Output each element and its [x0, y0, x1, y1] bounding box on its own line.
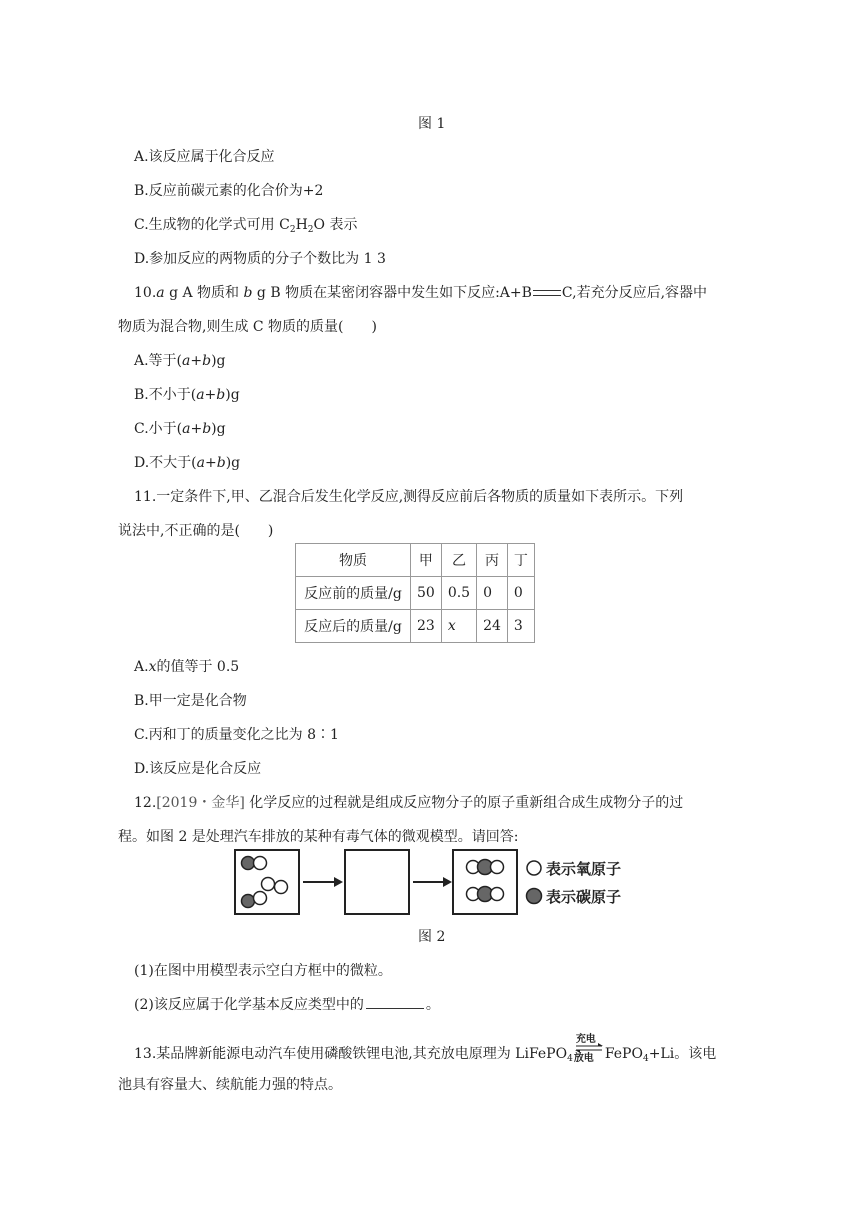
q13-line1-post: +Li。该电: [648, 1046, 717, 1062]
q10-part1: g A 物质和: [164, 285, 244, 301]
oxygen-legend-icon: [525, 859, 543, 877]
oxygen-atom: [254, 857, 267, 870]
table-cell: 3: [507, 610, 534, 643]
table-cell: 0: [507, 577, 534, 610]
q10-option-a: [134, 350, 226, 370]
q10-line2: 物质为混合物,则生成 C 物质的质量( ): [118, 319, 377, 335]
answer-blank: [366, 996, 424, 1009]
q10-option-c-suffix: )g: [211, 421, 226, 437]
carbon-atom: [242, 895, 255, 908]
table-cell: 反应后的质量/g: [296, 610, 411, 643]
q10-var-b: b: [243, 285, 253, 301]
table-cell: 0: [477, 577, 508, 610]
q9-option-c: [134, 214, 357, 235]
q10-option-d-prefix: D.不大于(: [134, 455, 197, 471]
charge-label: 充电: [575, 1034, 596, 1045]
q11-option-c: C.丙和丁的质量变化之比为 8∶1: [134, 727, 339, 743]
q10-line1: [134, 282, 707, 302]
table-header-cell: 乙: [441, 544, 476, 577]
oxygen-atom: [491, 888, 504, 901]
q10-option-b-expr: a+b: [196, 387, 226, 403]
q10-option-b-suffix: )g: [225, 387, 240, 403]
q11-option-b: B.甲一定是化合物: [134, 693, 247, 709]
q11-line1: 11.一定条件下,甲、乙混合后发生化学反应,测得反应前后各物质的质量如下表所示。下列: [134, 489, 684, 505]
q11-line2: 说法中,不正确的是( ): [118, 523, 274, 539]
table-cell: 50: [411, 577, 442, 610]
table-cell: 24: [477, 610, 508, 643]
micro-model-figure: [234, 846, 534, 918]
q10-part2: g B 物质在某密闭容器中发生如下反应:A+B: [252, 285, 532, 301]
q10-number: 10.: [134, 285, 157, 301]
q10-option-d: [134, 452, 240, 472]
mass-table: [295, 543, 535, 643]
q10-option-c-prefix: C.小于(: [134, 421, 183, 437]
table-cell: x: [441, 610, 476, 643]
q13-sub4a: 4: [567, 1054, 573, 1064]
table-cell: 23: [411, 610, 442, 643]
q10-option-c-expr: a+b: [182, 421, 212, 437]
table-row: [296, 610, 535, 643]
q10-option-d-expr: a+b: [196, 455, 226, 471]
q12-number: 12.: [134, 795, 157, 811]
q13-line1-pre: 13.某品牌新能源电动汽车使用磷酸铁锂电池,其充放电原理为 LiFePO: [134, 1046, 568, 1062]
q12-line1: [134, 792, 683, 812]
table-header-cell: 甲: [411, 544, 442, 577]
arrow-head: [334, 877, 343, 887]
arrow-head: [443, 877, 452, 887]
blank-box: [345, 850, 409, 914]
q10-var-a: a: [156, 285, 165, 301]
q9-option-c-sub1: 2: [289, 225, 296, 235]
q10-option-a-suffix: )g: [211, 353, 226, 369]
q12-sub1: (1)在图中用模型表示空白方框中的微粒。: [134, 963, 392, 979]
legend-oxygen-label: 表示氧原子: [546, 860, 622, 878]
reversible-reaction-sign: [573, 1034, 604, 1064]
q12-sub2: [134, 994, 440, 1014]
reaction-equals-sign: [533, 290, 561, 296]
q11-option-a: [134, 656, 239, 676]
table-cell: 0.5: [441, 577, 476, 610]
q9-option-a: A.该反应属于化合反应: [134, 149, 275, 165]
fig2-caption: 图 2: [418, 929, 446, 945]
legend-carbon-label: 表示碳原子: [546, 888, 622, 906]
q11-option-a-prefix: A.: [134, 659, 149, 675]
carbon-atom: [242, 857, 255, 870]
oxygen-atom: [262, 878, 275, 891]
oxygen-atom: [275, 881, 288, 894]
table-header-cell: 丙: [477, 544, 508, 577]
table-cell: 反应前的质量/g: [296, 577, 411, 610]
table-header-row: [296, 544, 535, 577]
q13-line2: 池具有容量大、续航能力强的特点。: [118, 1077, 342, 1093]
q9-option-c-sub2: 2: [307, 225, 314, 235]
discharge-label: 放电: [573, 1053, 594, 1064]
q9-option-b: B.反应前碳元素的化合价为+2: [134, 183, 324, 199]
q9-option-c-mid: H: [295, 217, 308, 233]
q12-sub2-post: 。: [425, 997, 440, 1013]
q13-line1: [134, 1034, 717, 1064]
q11-option-a-rest: 的值等于 0.5: [156, 659, 240, 675]
q10-option-c: [134, 418, 226, 438]
oxygen-atom: [254, 892, 267, 905]
q10-option-a-expr: a+b: [182, 353, 212, 369]
q12-sub2-pre: (2)该反应属于化学基本反应类型中的: [134, 997, 364, 1013]
q11-option-d: D.该反应是化合反应: [134, 761, 262, 777]
table-header-cell: 丁: [507, 544, 534, 577]
q13-line1-mid: FePO: [604, 1046, 643, 1062]
q12-source: [2019・金华]: [156, 795, 245, 811]
oxygen-atom: [491, 861, 504, 874]
q9-option-c-post: O 表示: [313, 217, 358, 233]
q10-option-d-suffix: )g: [225, 455, 241, 471]
q12-line1-rest: 化学反应的过程就是组成反应物分子的原子重新组合成生成物分子的过: [244, 795, 684, 811]
q10-option-b-prefix: B.不小于(: [134, 387, 197, 403]
q10-option-a-prefix: A.等于(: [134, 353, 183, 369]
q10-part3: C,若充分反应后,容器中: [561, 285, 708, 301]
q12-line2: 程。如图 2 是处理汽车排放的某种有毒气体的微观模型。请回答:: [118, 829, 519, 845]
table-row: [296, 577, 535, 610]
fig1-caption: 图 1: [418, 116, 446, 132]
q10-option-b: [134, 384, 240, 404]
q11-option-a-var: x: [148, 659, 157, 675]
carbon-legend-icon: [525, 887, 543, 905]
q9-option-d: D.参加反应的两物质的分子个数比为 1 3: [134, 251, 386, 267]
q9-option-c-pre: C.生成物的化学式可用 C: [134, 217, 290, 233]
table-header-cell: 物质: [296, 544, 411, 577]
q13-sub4b: 4: [642, 1054, 649, 1064]
